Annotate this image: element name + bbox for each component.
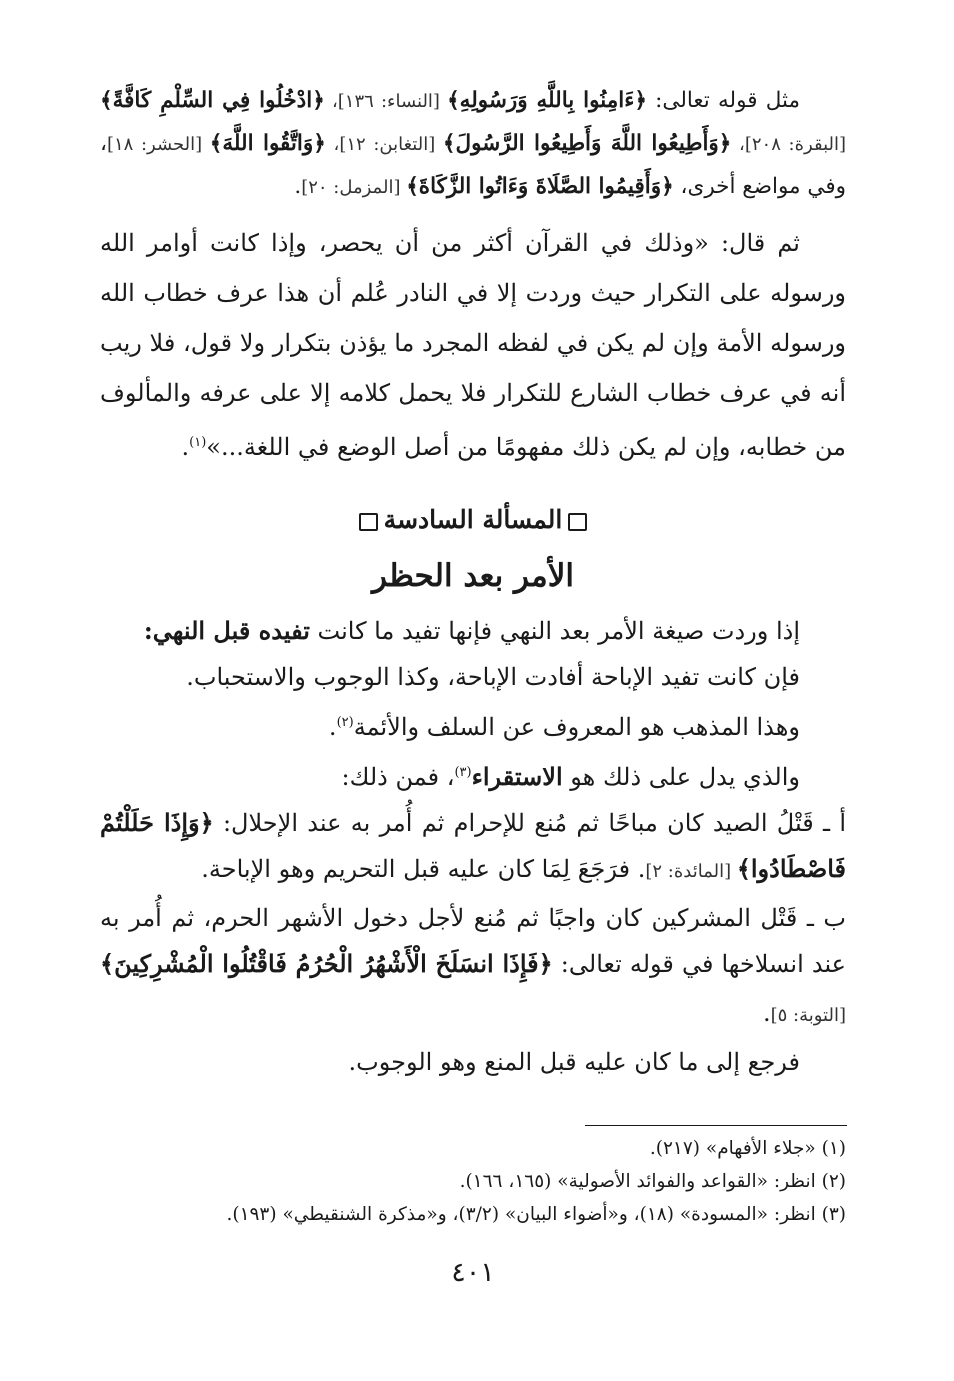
intro-end: . bbox=[294, 174, 302, 199]
text-run: وهذا المذهب هو المعروف عن السلف والأئمة bbox=[353, 713, 800, 741]
verse-reference: [التغابن: ١٢]، bbox=[325, 134, 443, 155]
text-run: ب ـ قَتْل المشركين كان واجبًا ثم مُنع لأجل دخول الأشهر الحرم، ثم أُمر به عند انسلاخها في قوله تعالى: bbox=[100, 904, 847, 978]
footnote-marker: (١) bbox=[189, 435, 207, 450]
text-run: . bbox=[762, 999, 771, 1027]
quran-verse: ﴿وَأَطِيعُوا اللَّهَ وَأَطِيعُوا الرَّسُولَ﴾ bbox=[442, 131, 732, 156]
text-run: والذي يدل على ذلك هو bbox=[562, 763, 800, 791]
text-run: إذا وردت صيغة الأمر بعد النهي فإنها تفيد ما كانت bbox=[309, 617, 800, 645]
square-bullet-icon bbox=[359, 513, 378, 531]
quran-verse: ﴿ادْخُلُوا فِي السِّلْمِ كَافَّةً﴾ bbox=[100, 88, 325, 113]
text-run: . فرَجَعَ لِمَا كان عليه قبل التحريم وهو الإباحة. bbox=[201, 855, 646, 883]
quote-body: ثم قال: «وذلك في القرآن أكثر من أن يحصر، وإذا كانت أوامر الله ورسوله على التكرار حيث وردت إلا في النادر عُلم أن هذا عرف خطاب الله ورسوله الأمة وإن لم يكن في لفظه المجرد ما يؤذن بتكرار ولا قول، فلا ريب أنه في عرف خطاب الشارع للتكرار فلا يحمل كلامه إلا على عرفه والمألوف من خطابه، وإن لم يكن ذلك مفهومًا من أصل الوضع في اللغة...» bbox=[100, 229, 847, 461]
page-number: ٤٠١ bbox=[451, 1257, 495, 1288]
section-heading-text: المسألة السادسة bbox=[383, 505, 563, 534]
verse-reference: [النساء: ١٣٦]، bbox=[324, 91, 448, 112]
quran-verse: ﴿وَاتَّقُوا اللَّهَ﴾ bbox=[209, 131, 326, 156]
paragraph-madhab bbox=[100, 700, 846, 750]
intro-paragraph bbox=[100, 80, 846, 209]
topic-title: الأمر بعد الحظر bbox=[371, 558, 575, 594]
footnote: (١) «جلاء الأفهام» (٢١٧). bbox=[649, 1138, 846, 1159]
paragraph-ruling: فإن كانت تفيد الإباحة أفادت الإباحة، وكذا الوجوب والاستحباب. bbox=[186, 663, 800, 691]
intro-text bbox=[100, 80, 846, 209]
bold-phrase: تفيده قبل النهي bbox=[152, 616, 310, 645]
verse-reference: [المائدة: ٢] bbox=[645, 861, 737, 882]
quote-end: . bbox=[181, 433, 190, 461]
footnote-marker: (٢) bbox=[336, 715, 354, 730]
verse-reference: [الحشر: ١٨] bbox=[106, 134, 210, 155]
footnote: (٣) انظر: «المسودة» (١٨)، و«أضواء البيان» (٣/٢)، و«مذكرة الشنقيطي» (١٩٣). bbox=[226, 1204, 846, 1225]
paragraph-definition bbox=[100, 608, 846, 654]
main-body bbox=[100, 608, 846, 1085]
footnotes bbox=[100, 1132, 846, 1231]
intro-prefix: مثل قوله تعالى: bbox=[646, 88, 801, 113]
text-run: أ ـ قَتْلُ الصيد كان مباحًا ثم مُنع للإحرام ثم أُمر به عند الإحلال: bbox=[213, 809, 846, 837]
text-run: . bbox=[328, 713, 337, 741]
quran-verse: ﴿وَأَقِيمُوا الصَّلَاةَ وَءَاتُوا الزَّكَاةَ﴾ bbox=[406, 174, 674, 199]
example-b bbox=[100, 895, 846, 1039]
verse-reference: [البقرة: ٢٠٨]، bbox=[731, 134, 847, 155]
footnote-divider bbox=[585, 1125, 847, 1126]
quran-verse: ﴿فَإِذَا انسَلَخَ الْأَشْهُرُ الْحُرُمُ فَاقْتُلُوا الْمُشْرِكِينَ﴾ bbox=[100, 949, 553, 978]
quote-text bbox=[100, 218, 846, 472]
verse-reference: [التوبة: ٥] bbox=[770, 1005, 846, 1026]
quote-paragraph bbox=[100, 218, 846, 472]
example-a bbox=[100, 800, 846, 895]
footnote: (٢) انظر: «القواعد والفوائد الأصولية» (١٦٥، ١٦٦). bbox=[459, 1171, 846, 1192]
paragraph-evidence bbox=[100, 750, 846, 800]
text-run: : bbox=[143, 616, 153, 645]
quran-verse: ﴿ءَامِنُوا بِاللَّهِ وَرَسُولِهِ﴾ bbox=[447, 88, 647, 113]
bold-phrase: الاستقراء bbox=[471, 762, 563, 791]
verse-reference: [المزمل: ٢٠] bbox=[301, 177, 407, 198]
paragraph-conclusion: فرجع إلى ما كان عليه قبل المنع وهو الوجوب. bbox=[348, 1048, 800, 1076]
square-bullet-icon bbox=[568, 513, 587, 531]
text-run: ، فمن ذلك: bbox=[341, 763, 455, 791]
footnote-marker: (٣) bbox=[454, 765, 472, 780]
quran-verse: ﴿وَإِذَا حَلَلْتُمْ فَاصْطَادُوا﴾ bbox=[100, 808, 846, 883]
section-heading bbox=[100, 505, 846, 534]
intro-connector: ، وفي مواضع أخرى، bbox=[100, 131, 846, 199]
